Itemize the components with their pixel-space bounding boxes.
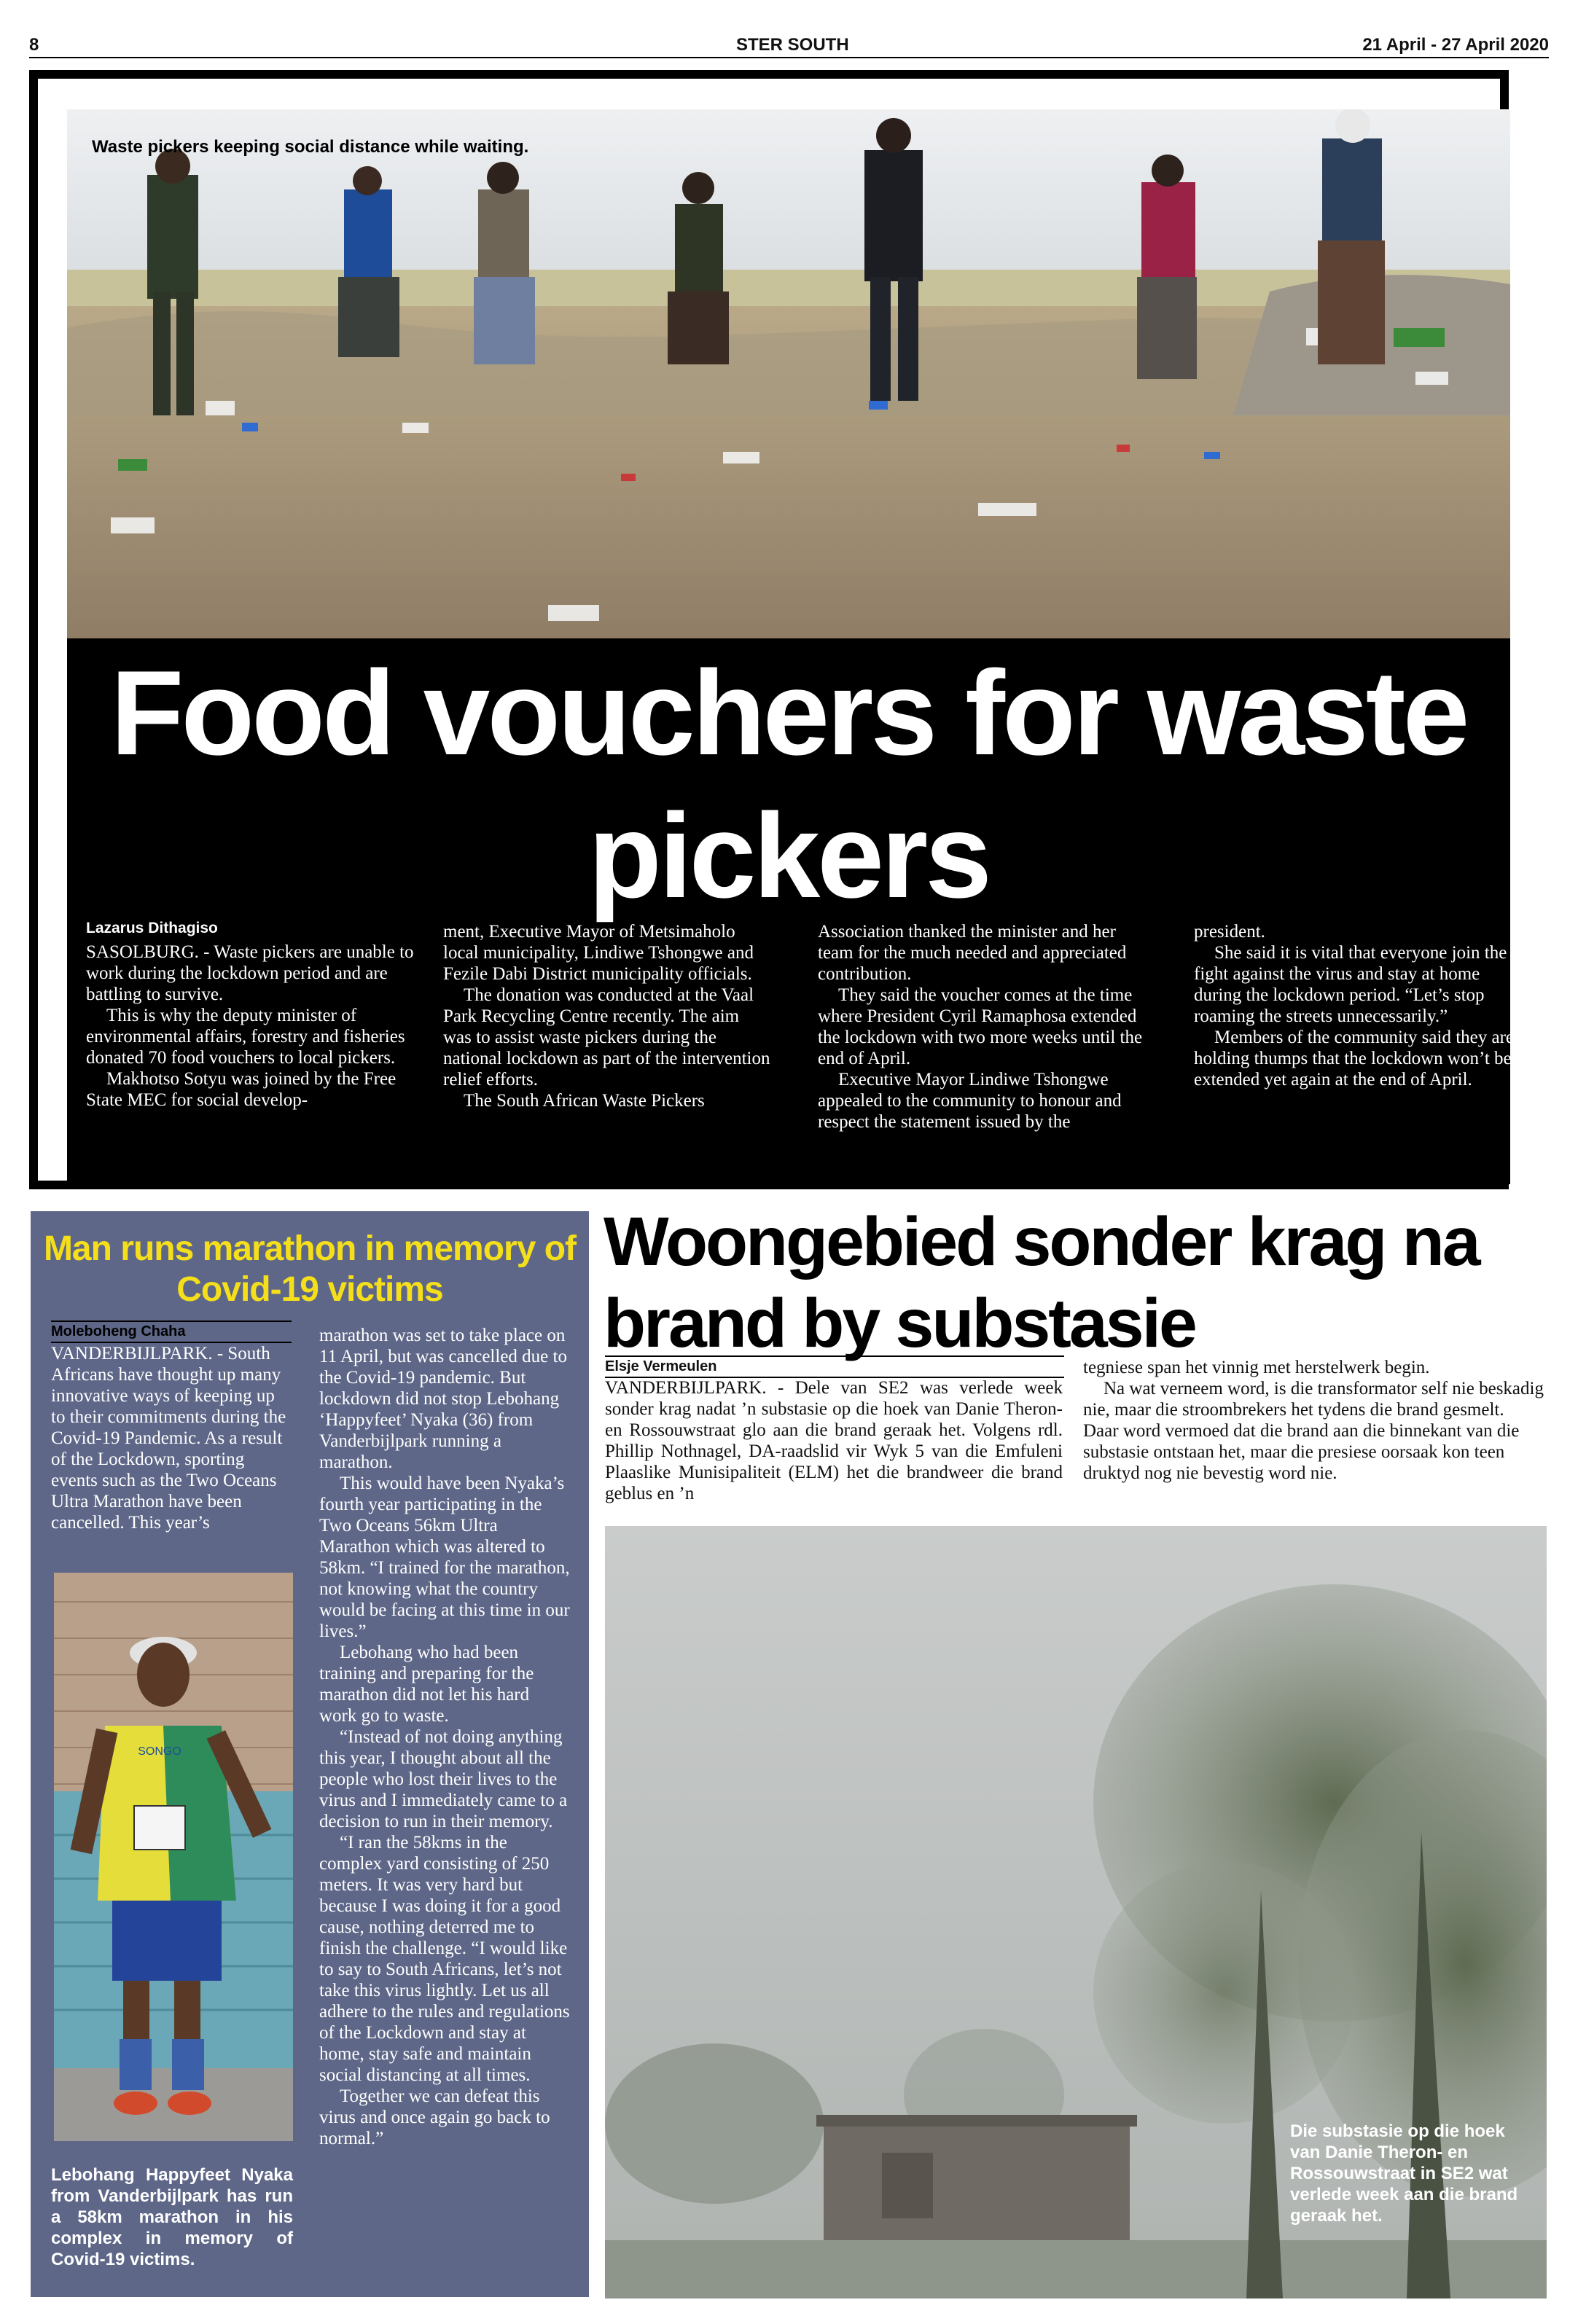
paragraph: They said the voucher comes at the time where President Cyril Ramaphosa extended the lockdown with two more weeks until the end of April. xyxy=(818,985,1143,1068)
lead-headline: Food vouchers for waste pickers xyxy=(110,646,1467,923)
paragraph: ment, Executive Mayor of Metsimaholo local municipality, Lindiwe Tshongwe and Fezile Dabi District municipality officials. xyxy=(443,922,754,984)
paragraph: SASOLBURG. - Waste pickers are unable to work during the lockdown period and are battling to survive. xyxy=(86,942,414,1004)
paragraph: This would have been Nyaka’s fourth year participating in the Two Oceans 56km Ultra Marathon which was altered to 58km. “I trained for the marathon, not knowing what the country would be facing at this time in our lives.” xyxy=(319,1474,570,1641)
lead-column-3 xyxy=(818,921,1146,1132)
lead-photo-caption: Waste pickers keeping social distance while waiting. xyxy=(92,137,529,157)
lead-column-4 xyxy=(1194,921,1522,1090)
paragraph: The South African Waste Pickers xyxy=(464,1091,705,1111)
lead-column-1 xyxy=(86,942,414,1111)
marathon-column-1 xyxy=(51,1343,292,1533)
paragraph: VANDERBIJLPARK. - Dele van SE2 was verlede week sonder krag nadat ’n substasie op die hoek van Danie Theron- en Rossouwstraat glo aan die brand geraak het. Volgens rdl. Phillip Nothnagel, DA-raadslid vir Wyk 5 van die Emfuleni Plaaslike Munisipaliteit (ELM) het die brandweer die brand geblus en ’n xyxy=(605,1378,1063,1503)
paragraph: Lebohang who had been training and preparing for the marathon did not let his hard work go to waste. xyxy=(319,1643,534,1726)
paragraph: VANDERBIJLPARK. - South Africans have thought up many innovative ways of keeping up to their commitments during the Covid-19 Pandemic. As a result of the Lockdown, sporting events such as the Two Oceans Ultra Marathon have been cancelled. This year’s xyxy=(51,1344,286,1533)
marathon-headline: Man runs marathon in memory of Covid-19 victims xyxy=(43,1229,577,1309)
paragraph: president. xyxy=(1194,922,1265,942)
substation-photo-caption: Die substasie op die hoek van Danie Theron- en Rossouwstraat in SE2 wat verlede week aan die brand geraak het. xyxy=(1290,2121,1518,2226)
paragraph: Members of the community said they are holding thumps that the lockdown won’t be extended yet again at the end of April. xyxy=(1194,1028,1514,1089)
paragraph: This is why the deputy minister of environmental affairs, forestry and fisheries donated 70 food vouchers to local pickers. xyxy=(86,1006,405,1068)
marathon-column-2 xyxy=(319,1325,571,2149)
paragraph: “I ran the 58kms in the complex yard consisting of 250 meters. It was very hard but because I was doing it for a good cause, nothing deterred me to finish the challenge. “I would like to say to South Africans, let’s not take this virus lightly. Let us all adhere to the rules and regulations of the Lockdown and stay at home, stay safe and maintain social distancing at all times. xyxy=(319,1833,570,2085)
paragraph: “Instead of not doing anything this year, I thought about all the people who lost their lives to the virus and I immediately came to a decision to run in their memory. xyxy=(319,1727,568,1831)
paragraph: marathon was set to take place on 11 April, but was cancelled due to the Covid-19 pandemic. But lockdown did not stop Lebohang ‘Happyfeet’ Nyaka (36) from Vanderbijlpark running a marathon. xyxy=(319,1326,567,1472)
lead-column-2 xyxy=(443,921,771,1111)
paragraph: Makhotso Sotyu was joined by the Free State MEC for social develop- xyxy=(86,1069,397,1110)
folio-rule xyxy=(29,57,1549,58)
marathon-byline: Moleboheng Chaha xyxy=(51,1321,292,1343)
paragraph: The donation was conducted at the Vaal Park Recycling Centre recently. The aim was to assist waste pickers during the national lockdown as part of the intervention relief efforts. xyxy=(443,985,770,1089)
substation-column-1 xyxy=(605,1377,1063,1504)
substation-byline: Elsje Vermeulen xyxy=(605,1355,1064,1378)
paragraph: She said it is vital that everyone join the fight against the virus and stay at home during the lockdown period. “Let’s stop roaming the streets unnecessarily.” xyxy=(1194,943,1507,1026)
paragraph: Na wat verneem word, is die transformator self nie beskadig nie, maar die stroombrekers het tydens die brand gesmelt. Daar word vermoed dat die brand aan die binnekant van die substasie ontstaan het, maar die presiese oorsaak kon teen druktyd nog nie bevestig word nie. xyxy=(1083,1379,1544,1483)
lead-byline: Lazarus Dithagiso xyxy=(86,920,218,936)
paragraph: Executive Mayor Lindiwe Tshongwe appealed to the community to honour and respect the statement issued by the xyxy=(818,1070,1122,1132)
substation-headline: Woongebied sonder krag na brand by substasie xyxy=(604,1203,1479,1362)
paragraph: Together we can defeat this virus and once again go back to normal.” xyxy=(319,2086,550,2148)
paragraph: Association thanked the minister and her team for the much needed and appreciated contribution. xyxy=(818,922,1127,984)
paragraph: tegniese span het vinnig met herstelwerk begin. xyxy=(1083,1358,1430,1377)
runner-photo-caption: Lebohang Happyfeet Nyaka from Vanderbijlpark has run a 58km marathon in his complex in memory of Covid-19 victims. xyxy=(51,2165,293,2269)
runner-photo xyxy=(54,1573,293,2141)
publication-name: STER SOUTH xyxy=(736,35,849,55)
issue-date: 21 April - 27 April 2020 xyxy=(1362,35,1549,55)
substation-column-2 xyxy=(1083,1357,1544,1484)
page-number: 8 xyxy=(29,35,39,55)
waste-pickers-photo xyxy=(67,109,1510,638)
bib-brand-text: SONGO xyxy=(138,1745,181,1758)
